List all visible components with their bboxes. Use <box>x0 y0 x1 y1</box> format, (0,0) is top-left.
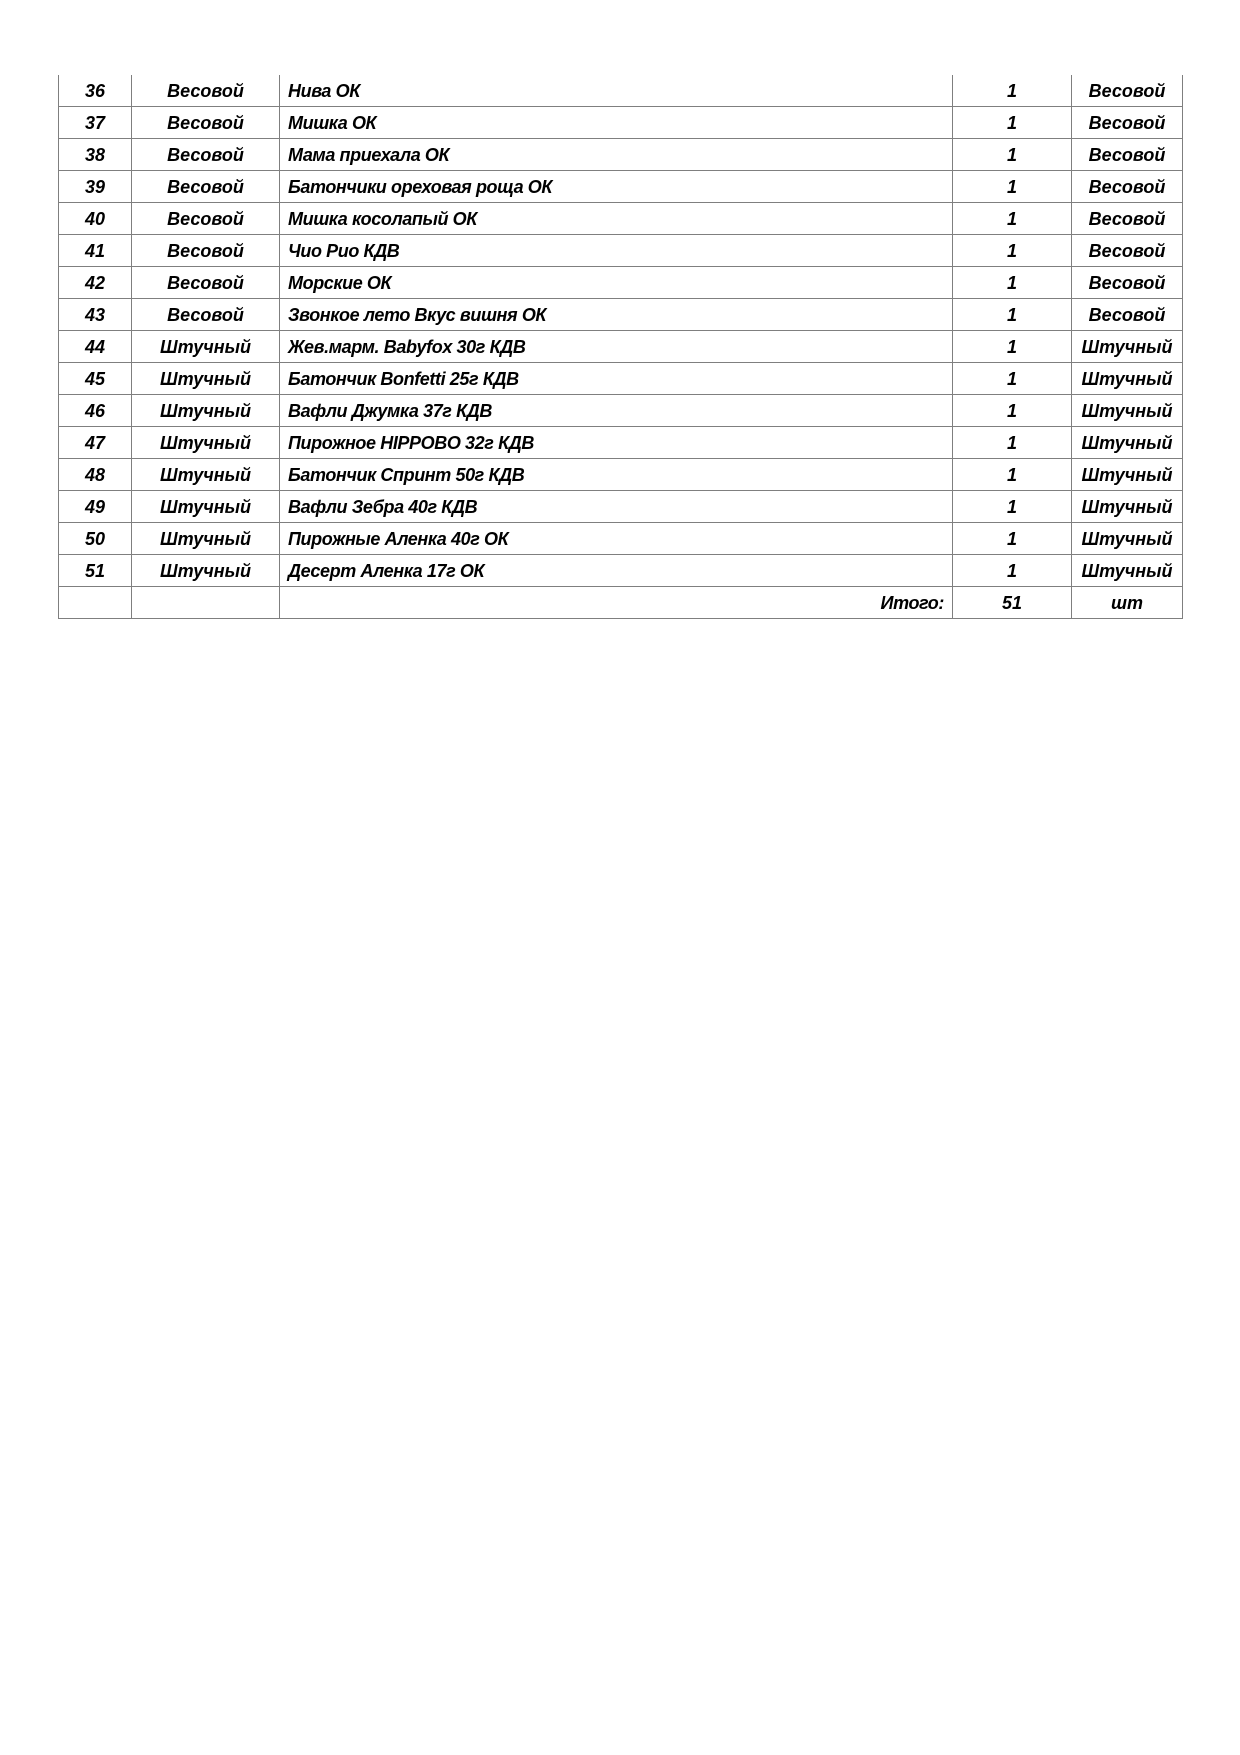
total-empty-type <box>132 587 280 619</box>
row-type: Штучный <box>132 523 280 555</box>
row-type: Весовой <box>132 235 280 267</box>
row-quantity: 1 <box>953 331 1072 363</box>
row-quantity: 1 <box>953 427 1072 459</box>
row-product-name: Вафли Джумка 37г КДВ <box>280 395 953 427</box>
total-empty-number <box>59 587 132 619</box>
row-number: 46 <box>59 395 132 427</box>
table-row <box>59 427 1183 459</box>
row-product-name: Батончики ореховая роща ОК <box>280 171 953 203</box>
row-type: Весовой <box>132 171 280 203</box>
row-type: Весовой <box>132 267 280 299</box>
row-quantity: 1 <box>953 107 1072 139</box>
row-number: 47 <box>59 427 132 459</box>
row-unit: Весовой <box>1072 203 1183 235</box>
row-unit: Весовой <box>1072 75 1183 107</box>
row-quantity: 1 <box>953 203 1072 235</box>
row-product-name: Жев.марм. Babyfox 30г КДВ <box>280 331 953 363</box>
table-row <box>59 491 1183 523</box>
row-unit: Весовой <box>1072 299 1183 331</box>
row-unit: Весовой <box>1072 267 1183 299</box>
table-row <box>59 139 1183 171</box>
row-number: 36 <box>59 75 132 107</box>
table-row <box>59 107 1183 139</box>
row-type: Штучный <box>132 459 280 491</box>
row-product-name: Мишка косолапый ОК <box>280 203 953 235</box>
row-quantity: 1 <box>953 555 1072 587</box>
table-row <box>59 267 1183 299</box>
total-unit: шт <box>1072 587 1183 619</box>
row-unit: Весовой <box>1072 171 1183 203</box>
row-quantity: 1 <box>953 75 1072 107</box>
row-number: 48 <box>59 459 132 491</box>
table-row <box>59 299 1183 331</box>
row-product-name: Батончик Bonfetti 25г КДВ <box>280 363 953 395</box>
table-row <box>59 459 1183 491</box>
row-type: Штучный <box>132 555 280 587</box>
row-type: Штучный <box>132 363 280 395</box>
table-row <box>59 523 1183 555</box>
row-quantity: 1 <box>953 459 1072 491</box>
row-quantity: 1 <box>953 267 1072 299</box>
row-product-name: Пирожное HIPPOBO 32г КДВ <box>280 427 953 459</box>
row-unit: Штучный <box>1072 523 1183 555</box>
row-unit: Весовой <box>1072 139 1183 171</box>
row-number: 38 <box>59 139 132 171</box>
row-number: 37 <box>59 107 132 139</box>
row-type: Весовой <box>132 203 280 235</box>
row-type: Штучный <box>132 491 280 523</box>
total-quantity: 51 <box>953 587 1072 619</box>
row-number: 51 <box>59 555 132 587</box>
row-unit: Штучный <box>1072 395 1183 427</box>
table-row <box>59 203 1183 235</box>
total-row <box>59 587 1183 619</box>
row-product-name: Вафли Зебра 40г КДВ <box>280 491 953 523</box>
row-type: Весовой <box>132 139 280 171</box>
row-number: 43 <box>59 299 132 331</box>
row-quantity: 1 <box>953 171 1072 203</box>
row-unit: Штучный <box>1072 331 1183 363</box>
table-row <box>59 331 1183 363</box>
row-product-name: Чио Рио КДВ <box>280 235 953 267</box>
row-type: Штучный <box>132 427 280 459</box>
table-row <box>59 235 1183 267</box>
row-quantity: 1 <box>953 235 1072 267</box>
row-unit: Весовой <box>1072 235 1183 267</box>
goods-table <box>58 75 1183 619</box>
goods-table-body <box>59 75 1183 619</box>
row-number: 50 <box>59 523 132 555</box>
row-unit: Штучный <box>1072 491 1183 523</box>
table-row <box>59 395 1183 427</box>
row-unit: Штучный <box>1072 555 1183 587</box>
row-number: 40 <box>59 203 132 235</box>
row-number: 39 <box>59 171 132 203</box>
row-number: 44 <box>59 331 132 363</box>
row-product-name: Мишка ОК <box>280 107 953 139</box>
table-row <box>59 363 1183 395</box>
row-product-name: Мама приехала ОК <box>280 139 953 171</box>
row-number: 42 <box>59 267 132 299</box>
total-label: Итого: <box>280 587 953 619</box>
row-unit: Весовой <box>1072 107 1183 139</box>
row-quantity: 1 <box>953 491 1072 523</box>
row-product-name: Пирожные Аленка 40г ОК <box>280 523 953 555</box>
row-quantity: 1 <box>953 395 1072 427</box>
row-product-name: Нива ОК <box>280 75 953 107</box>
row-unit: Штучный <box>1072 459 1183 491</box>
table-row <box>59 171 1183 203</box>
row-number: 49 <box>59 491 132 523</box>
row-type: Весовой <box>132 107 280 139</box>
row-product-name: Звонкое лето Вкус вишня ОК <box>280 299 953 331</box>
row-type: Штучный <box>132 331 280 363</box>
row-type: Весовой <box>132 299 280 331</box>
row-product-name: Батончик Спринт 50г КДВ <box>280 459 953 491</box>
row-number: 41 <box>59 235 132 267</box>
table-row <box>59 555 1183 587</box>
row-product-name: Морские ОК <box>280 267 953 299</box>
row-quantity: 1 <box>953 139 1072 171</box>
row-type: Весовой <box>132 75 280 107</box>
row-type: Штучный <box>132 395 280 427</box>
row-unit: Штучный <box>1072 363 1183 395</box>
row-quantity: 1 <box>953 299 1072 331</box>
row-unit: Штучный <box>1072 427 1183 459</box>
row-number: 45 <box>59 363 132 395</box>
row-quantity: 1 <box>953 523 1072 555</box>
row-quantity: 1 <box>953 363 1072 395</box>
row-product-name: Десерт Аленка 17г ОК <box>280 555 953 587</box>
table-row <box>59 75 1183 107</box>
